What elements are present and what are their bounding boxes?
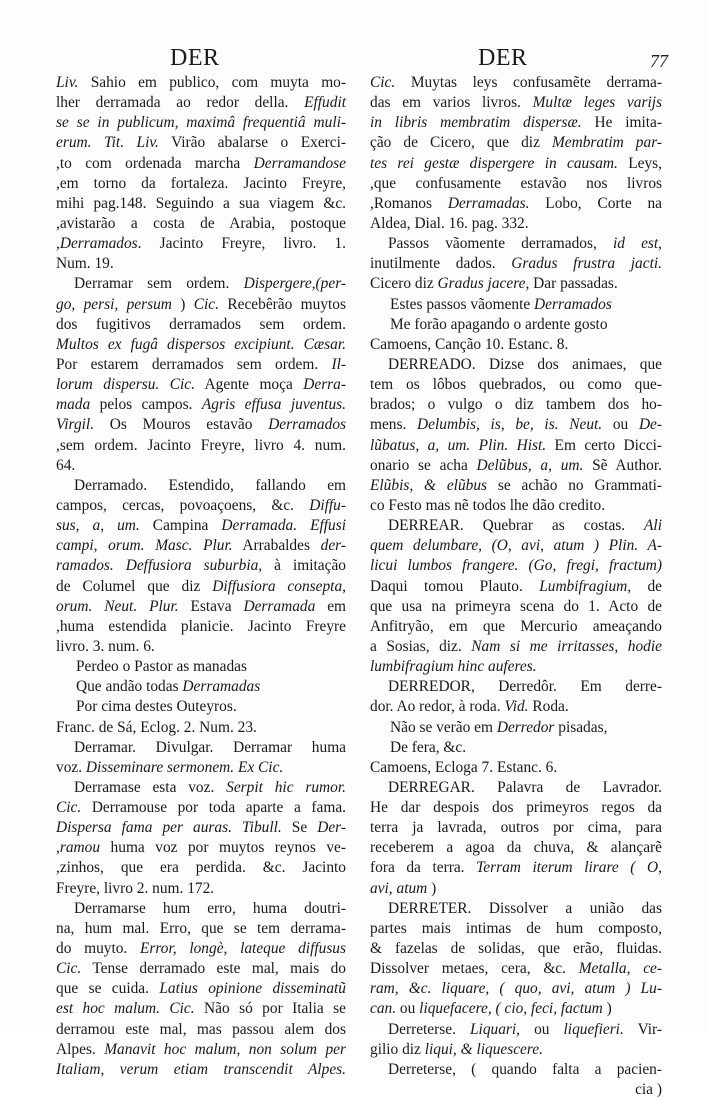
roman-text: Estes passos vãomente bbox=[390, 295, 535, 313]
text-line bbox=[370, 274, 662, 294]
text-line bbox=[370, 597, 662, 617]
text-line bbox=[370, 959, 662, 979]
text-line bbox=[56, 999, 346, 1019]
roman-text: He dar despois dos primeyros regos da bbox=[370, 799, 662, 817]
text-line bbox=[56, 395, 346, 415]
roman-text: ,que confusamente estavão nos livros bbox=[370, 174, 662, 192]
italic-text: Liv. bbox=[56, 74, 79, 91]
italic-text: Metalla, ce- bbox=[578, 960, 662, 978]
italic-text: Gradus frustra jacti. bbox=[511, 255, 662, 273]
italic-text: Effudit bbox=[304, 94, 346, 112]
text-line bbox=[370, 556, 662, 576]
italic-text: campi, orum. Masc. Plur. bbox=[56, 537, 233, 555]
roman-text: ) bbox=[427, 879, 437, 897]
roman-text: DERREADO. Dizse dos animaes, que bbox=[388, 355, 662, 373]
roman-text: Derreterse. bbox=[388, 1020, 470, 1038]
text-line bbox=[370, 355, 662, 375]
text-line bbox=[56, 899, 346, 919]
roman-text: Derramase esta voz. bbox=[74, 778, 227, 796]
italic-text: De- bbox=[638, 416, 663, 434]
text-line bbox=[56, 778, 346, 798]
text-line bbox=[56, 1040, 346, 1060]
roman-text: ) bbox=[602, 1000, 612, 1018]
roman-text: partes mais intimas de hum composto, bbox=[370, 919, 662, 937]
text-line bbox=[370, 1060, 662, 1080]
text-line bbox=[370, 536, 662, 556]
running-head-right: DER bbox=[478, 45, 528, 71]
text-line bbox=[370, 798, 662, 818]
text-line bbox=[370, 838, 662, 858]
text-line bbox=[56, 818, 346, 838]
roman-text: Dissolver metaes, cera, &c. bbox=[370, 960, 579, 978]
italic-text: Cic. bbox=[193, 295, 219, 313]
roman-text: campos, cercas, povoaçoens, &c. bbox=[56, 496, 310, 514]
text-column-right bbox=[370, 73, 662, 1100]
italic-text: Manavit hoc malum, non solum per bbox=[104, 1040, 346, 1058]
text-line bbox=[56, 979, 346, 999]
roman-text: Por estarem derramados sem ordem. bbox=[56, 355, 332, 373]
text-line bbox=[370, 778, 662, 798]
roman-text: ou bbox=[520, 1020, 564, 1038]
roman-text: Derramar. Divulgar. Derramar huma bbox=[74, 738, 346, 756]
italic-text: Terram iterum lirare ( O, bbox=[476, 859, 662, 877]
italic-text: Multos ex fugâ dispersos excipiunt. Cæsar. bbox=[56, 335, 346, 353]
text-line bbox=[56, 234, 346, 254]
roman-text: DERREGAR. Palavra de Lavrador. bbox=[388, 778, 662, 796]
italic-text: Derramados bbox=[534, 295, 612, 313]
text-line bbox=[56, 939, 346, 959]
verse-line bbox=[370, 718, 662, 738]
italic-text: Virgil. bbox=[56, 416, 95, 434]
italic-text: est hoc malum. Cic. bbox=[56, 1000, 195, 1018]
text-line bbox=[370, 133, 662, 153]
roman-text: ,Romanos bbox=[370, 194, 448, 212]
roman-text: que usa na primeyra scena do 1. Acto de bbox=[370, 597, 662, 615]
italic-text: liqui, & liquescere. bbox=[424, 1040, 543, 1058]
italic-text: Delũbus, a, um. bbox=[476, 456, 584, 474]
text-line bbox=[370, 254, 662, 274]
roman-text: em bbox=[315, 597, 346, 615]
text-line bbox=[370, 516, 662, 536]
roman-text: brados; o vulgo o diz tambem dos ho- bbox=[370, 396, 662, 414]
italic-text: Ali bbox=[644, 517, 662, 535]
roman-text: terra ja lavrada, outros por cima, para bbox=[370, 819, 662, 837]
text-line bbox=[56, 718, 346, 738]
text-line bbox=[370, 899, 662, 919]
roman-text: Dar passadas. bbox=[529, 275, 618, 293]
roman-text: Num. 19. bbox=[56, 255, 114, 273]
text-line bbox=[56, 858, 346, 878]
text-line bbox=[56, 315, 346, 335]
italic-text: ramou bbox=[59, 839, 101, 857]
italic-text: Derramados bbox=[59, 235, 138, 253]
text-line bbox=[56, 798, 346, 818]
italic-text: ramados. Deffusiora suburbia, bbox=[56, 557, 263, 575]
roman-text: inutilmente dados. bbox=[370, 255, 512, 273]
italic-text: Dispergere,(per- bbox=[243, 275, 346, 293]
italic-text: Derredor bbox=[496, 718, 555, 736]
text-line bbox=[56, 758, 346, 778]
roman-text: Que andão todas bbox=[76, 678, 183, 696]
roman-text: & fazelas de solidas, que erão, fluidas. bbox=[370, 940, 662, 958]
roman-text: Freyre, livro 2. num. 172. bbox=[56, 879, 215, 897]
italic-text: Cic. bbox=[56, 960, 82, 978]
roman-text: ção de Cicero, que diz bbox=[370, 134, 552, 152]
roman-text: , bbox=[56, 235, 60, 253]
roman-text: de Columel que diz bbox=[56, 577, 213, 595]
italic-text: Agris effusa juventus. bbox=[201, 396, 346, 414]
roman-text: Muytas leys confusamẽte derrama- bbox=[395, 74, 662, 91]
roman-text: Passos vãomente derramados, bbox=[388, 235, 613, 253]
italic-text: mada bbox=[56, 396, 91, 414]
verse-line bbox=[370, 295, 662, 315]
roman-text: Virão abalarse o Exerci- bbox=[158, 134, 347, 152]
text-line bbox=[370, 174, 662, 194]
roman-text: Derramarse hum erro, huma doutri- bbox=[74, 899, 346, 917]
italic-text: id est, bbox=[612, 235, 663, 253]
text-line bbox=[370, 73, 662, 93]
page-number: 77 bbox=[650, 51, 668, 71]
roman-text: Vir- bbox=[623, 1020, 662, 1038]
text-line bbox=[56, 496, 346, 516]
text-line bbox=[370, 194, 662, 214]
text-line bbox=[370, 375, 662, 395]
roman-text: livro. 3. num. 6. bbox=[56, 637, 155, 655]
italic-text: Italiam, verum etiam transcendit Alpes. bbox=[56, 1060, 346, 1078]
roman-text: ,zinhos, que era perdida. &c. Jacinto bbox=[56, 859, 346, 877]
verse-line bbox=[56, 657, 346, 677]
roman-text: co Festo mas nẽ todos lhe dão credito. bbox=[370, 496, 606, 514]
roman-text: que se cuida. bbox=[56, 980, 160, 998]
text-line bbox=[56, 536, 346, 556]
italic-text: quem delumbare, (O, avi, atum ) Plin. A- bbox=[370, 537, 662, 555]
roman-text: Aldea, Dial. 16. pag. 332. bbox=[370, 214, 529, 232]
roman-text: tem os lôbos quebrados, ou como que- bbox=[370, 376, 662, 394]
roman-text: receberem a agoa da chuva, & alançarẽ bbox=[370, 839, 662, 857]
verse-line bbox=[56, 677, 346, 697]
italic-text: Derramados bbox=[268, 416, 346, 434]
roman-text: Derramado. Estendido, fallando em bbox=[74, 476, 346, 494]
roman-text: cia ) bbox=[635, 1081, 662, 1099]
roman-text: onario se acha bbox=[370, 456, 477, 474]
roman-text: ,avistarão a costa de Arabia, postoque bbox=[56, 214, 346, 232]
roman-text: DERREDOR, Derredôr. Em derre- bbox=[388, 678, 662, 696]
verse-line bbox=[370, 738, 662, 758]
roman-text: . Jacinto Freyre, livro. 1. bbox=[137, 235, 346, 253]
italic-text: Derramadas bbox=[182, 678, 261, 696]
italic-text: lumbifragium hinc auferes. bbox=[370, 658, 537, 676]
roman-text: ou bbox=[602, 416, 639, 434]
roman-text: Campina bbox=[139, 517, 222, 535]
text-line bbox=[56, 1060, 346, 1080]
italic-text: Nam si me irritasses, hodie bbox=[471, 637, 662, 655]
roman-text: à imitação bbox=[262, 557, 346, 575]
italic-text: erum. Tit. Liv. bbox=[56, 134, 159, 152]
text-line bbox=[370, 617, 662, 637]
verse-line bbox=[370, 315, 662, 335]
text-line bbox=[370, 436, 662, 456]
italic-text: Disseminare sermonem. Ex Cic. bbox=[85, 758, 284, 776]
text-line bbox=[370, 395, 662, 415]
text-column-left bbox=[56, 73, 346, 1080]
italic-text: Vid. bbox=[504, 698, 529, 716]
text-line bbox=[370, 858, 662, 878]
roman-text: , bbox=[56, 839, 60, 857]
roman-text: ,huma estendida planicie. Jacinto Freyre bbox=[56, 617, 346, 635]
italic-text: Derramada bbox=[243, 597, 316, 615]
roman-text: Arrabaldes bbox=[232, 537, 321, 555]
italic-text: ram, &c. liquare, ( quo, avi, atum ) Lu- bbox=[370, 980, 662, 998]
text-line bbox=[56, 335, 346, 355]
roman-text: de bbox=[631, 577, 663, 595]
roman-text: Alpes. bbox=[56, 1040, 105, 1058]
italic-text: Elũbis, & elũbus bbox=[370, 476, 488, 494]
italic-text: liquefacere, ( cio, feci, factum bbox=[419, 1000, 603, 1018]
text-line bbox=[56, 556, 346, 576]
roman-text: Derramouse por toda aparte a fama. bbox=[81, 799, 346, 817]
text-line bbox=[56, 174, 346, 194]
italic-text: lorum dispersu. Cic. bbox=[56, 376, 195, 394]
text-line bbox=[56, 456, 346, 476]
text-line bbox=[370, 154, 662, 174]
text-line bbox=[56, 637, 346, 657]
italic-text: Error, longè, lateque diffusus bbox=[140, 940, 346, 958]
text-line bbox=[56, 879, 346, 899]
roman-text: ,to com ordenada marcha bbox=[56, 154, 254, 172]
roman-text: Em certo Dicci- bbox=[546, 436, 662, 454]
text-line bbox=[56, 617, 346, 637]
text-line bbox=[56, 919, 346, 939]
roman-text: Leys, bbox=[617, 154, 662, 172]
italic-text: in libris membratim dispersæ. bbox=[370, 114, 582, 132]
roman-text: dor. Ao redor, à roda. bbox=[370, 698, 505, 716]
roman-text: ,em torno da fortaleza. Jacinto Freyre, bbox=[56, 174, 346, 192]
text-line bbox=[370, 1080, 662, 1100]
roman-text: lher derramada ao redor della. bbox=[56, 94, 305, 112]
italic-text: Cic. bbox=[370, 74, 396, 91]
text-line bbox=[56, 214, 346, 234]
text-line bbox=[56, 194, 346, 214]
roman-text: Agente moça bbox=[194, 376, 304, 394]
italic-text: sus, a, um. bbox=[56, 517, 140, 535]
text-line bbox=[56, 113, 346, 133]
text-line bbox=[56, 375, 346, 395]
text-line bbox=[370, 697, 662, 717]
text-line bbox=[56, 516, 346, 536]
roman-text: De fera, &c. bbox=[390, 738, 467, 756]
roman-text: Roda. bbox=[528, 698, 569, 716]
roman-text: Não se verão em bbox=[390, 718, 497, 736]
text-line bbox=[370, 637, 662, 657]
italic-text: Cic. bbox=[56, 799, 82, 817]
text-line bbox=[370, 939, 662, 959]
roman-text: pelos campos. bbox=[90, 396, 202, 414]
roman-text: mihi pag.148. Seguindo a sua viagem &c. bbox=[56, 194, 346, 212]
text-line bbox=[370, 1040, 662, 1060]
italic-text: lũbatus, a, um. Plin. Hist. bbox=[370, 436, 547, 454]
roman-text: Franc. de Sá, Eclog. 2. Num. 23. bbox=[56, 718, 257, 736]
running-head-left: DER bbox=[170, 45, 220, 71]
text-line bbox=[370, 456, 662, 476]
text-line bbox=[370, 335, 662, 355]
verse-line bbox=[56, 697, 346, 717]
italic-text: Serpit hic rumor. bbox=[226, 778, 346, 796]
roman-text: a Sosias, diz. bbox=[370, 637, 472, 655]
roman-text: Sahio em publico, com muyta mo- bbox=[78, 74, 346, 91]
roman-text: Perdeo o Pastor as manadas bbox=[76, 658, 247, 676]
italic-text: Derramada. Effusi bbox=[221, 517, 347, 535]
italic-text: Latius opinione disseminatũ bbox=[159, 980, 346, 998]
roman-text: das em varios livros. bbox=[370, 94, 533, 112]
roman-text: se achão no Grammati- bbox=[487, 476, 662, 494]
italic-text: der- bbox=[320, 537, 346, 555]
text-line bbox=[370, 93, 662, 113]
roman-text: ) bbox=[171, 295, 194, 313]
italic-text: Diffu- bbox=[309, 496, 346, 514]
roman-text: Anfitryão, em que Mercurio ameaçando bbox=[370, 617, 662, 635]
italic-text: Diffusiora consepta, bbox=[212, 577, 346, 595]
italic-text: Membratim par- bbox=[551, 134, 662, 152]
roman-text: 64. bbox=[56, 456, 76, 474]
italic-text: Derramandose bbox=[253, 154, 346, 172]
roman-text: Por cima destes Outeyros. bbox=[76, 698, 237, 716]
text-line bbox=[370, 677, 662, 697]
italic-text: Liquari, bbox=[469, 1020, 521, 1038]
text-line bbox=[370, 234, 662, 254]
text-line bbox=[56, 838, 346, 858]
italic-text: tes rei gestæ dispergere in causam. bbox=[370, 154, 618, 172]
roman-text: Tense derramado este mal, mais do bbox=[81, 960, 346, 978]
italic-text: can. bbox=[370, 1000, 397, 1018]
italic-text: Derra- bbox=[303, 376, 346, 394]
text-line bbox=[370, 577, 662, 597]
text-line bbox=[56, 1020, 346, 1040]
text-line bbox=[370, 657, 662, 677]
text-line bbox=[56, 133, 346, 153]
roman-text: Camoens, Ecloga 7. Estanc. 6. bbox=[370, 758, 558, 776]
text-line bbox=[56, 436, 346, 456]
roman-text: ou bbox=[396, 1000, 420, 1018]
roman-text: Cicero diz bbox=[370, 275, 438, 293]
text-line bbox=[56, 476, 346, 496]
roman-text: ,sem ordem. Jacinto Freyre, livro 4. num. bbox=[56, 436, 346, 454]
italic-text: Gradus jacere, bbox=[437, 275, 530, 293]
roman-text: pisadas, bbox=[554, 718, 608, 736]
italic-text: Delumbis, is, be, is. Neut. bbox=[417, 416, 603, 434]
roman-text: Camoens, Canção 10. Estanc. 8. bbox=[370, 335, 569, 353]
text-line bbox=[370, 415, 662, 435]
text-line bbox=[370, 496, 662, 516]
roman-text: derramou este mal, mas passou alem dos bbox=[56, 1020, 346, 1038]
italic-text: Derramadas. bbox=[447, 194, 530, 212]
roman-text: Recebêrão muytos bbox=[219, 295, 346, 313]
text-line bbox=[370, 214, 662, 234]
italic-text: avi, atum bbox=[370, 879, 428, 897]
roman-text: mens. bbox=[370, 416, 418, 434]
text-line bbox=[56, 597, 346, 617]
roman-text: Derramar sem ordem. bbox=[74, 275, 244, 293]
text-line bbox=[56, 738, 346, 758]
roman-text: voz. bbox=[56, 758, 86, 776]
italic-text: licui lumbos frangere. (Go, fregi, fractum) bbox=[370, 557, 662, 575]
text-line bbox=[370, 879, 662, 899]
roman-text: He imita- bbox=[581, 114, 662, 132]
italic-text: Der- bbox=[317, 819, 346, 837]
roman-text: Os Mouros estavão bbox=[94, 416, 269, 434]
text-line bbox=[56, 73, 346, 93]
text-line bbox=[56, 295, 346, 315]
roman-text: dos fugitivos derramados sem ordem. bbox=[56, 315, 346, 333]
italic-text: Il- bbox=[331, 355, 346, 373]
text-line bbox=[370, 1020, 662, 1040]
roman-text: Derreterse, ( quando falta a pacien- bbox=[388, 1060, 662, 1078]
roman-text: gilio diz bbox=[370, 1040, 425, 1058]
text-line bbox=[370, 999, 662, 1019]
roman-text: na, hum mal. Erro, que se tem derrama- bbox=[56, 919, 346, 937]
roman-text: DERREAR. Quebrar as costas. bbox=[388, 517, 645, 535]
text-line bbox=[370, 758, 662, 778]
roman-text: Sẽ Author. bbox=[583, 456, 662, 474]
italic-text: Lumbifragium, bbox=[539, 577, 632, 595]
roman-text: Lobo, Corte na bbox=[529, 194, 662, 212]
roman-text: do muyto. bbox=[56, 940, 140, 958]
text-line bbox=[56, 154, 346, 174]
text-line bbox=[56, 415, 346, 435]
italic-text: liquefieri. bbox=[563, 1020, 624, 1038]
italic-text: se se in publicum, maximâ frequentiâ muli- bbox=[56, 114, 346, 132]
roman-text: Se bbox=[281, 819, 318, 837]
roman-text: Estava bbox=[178, 597, 244, 615]
roman-text: Daqui tomou Plauto. bbox=[370, 577, 540, 595]
roman-text: Não só por Italia se bbox=[194, 1000, 346, 1018]
text-line bbox=[56, 254, 346, 274]
text-line bbox=[56, 274, 346, 294]
text-line bbox=[370, 113, 662, 133]
text-line bbox=[56, 355, 346, 375]
text-line bbox=[56, 93, 346, 113]
italic-text: go, persi, persum bbox=[56, 295, 172, 313]
text-line bbox=[56, 959, 346, 979]
italic-text: Dispersa fama per auras. Tibull. bbox=[56, 819, 282, 837]
italic-text: Multæ leges varijs bbox=[532, 94, 662, 112]
text-line bbox=[370, 818, 662, 838]
text-line bbox=[370, 919, 662, 939]
text-line bbox=[370, 476, 662, 496]
text-line bbox=[56, 577, 346, 597]
text-line bbox=[370, 979, 662, 999]
roman-text: Me forão apagando o ardente gosto bbox=[390, 315, 608, 333]
italic-text: orum. Neut. Plur. bbox=[56, 597, 179, 615]
roman-text: fora da terra. bbox=[370, 859, 477, 877]
roman-text: DERRETER. Dissolver a união das bbox=[388, 899, 662, 917]
roman-text: huma voz por muytos reynos ve- bbox=[100, 839, 346, 857]
